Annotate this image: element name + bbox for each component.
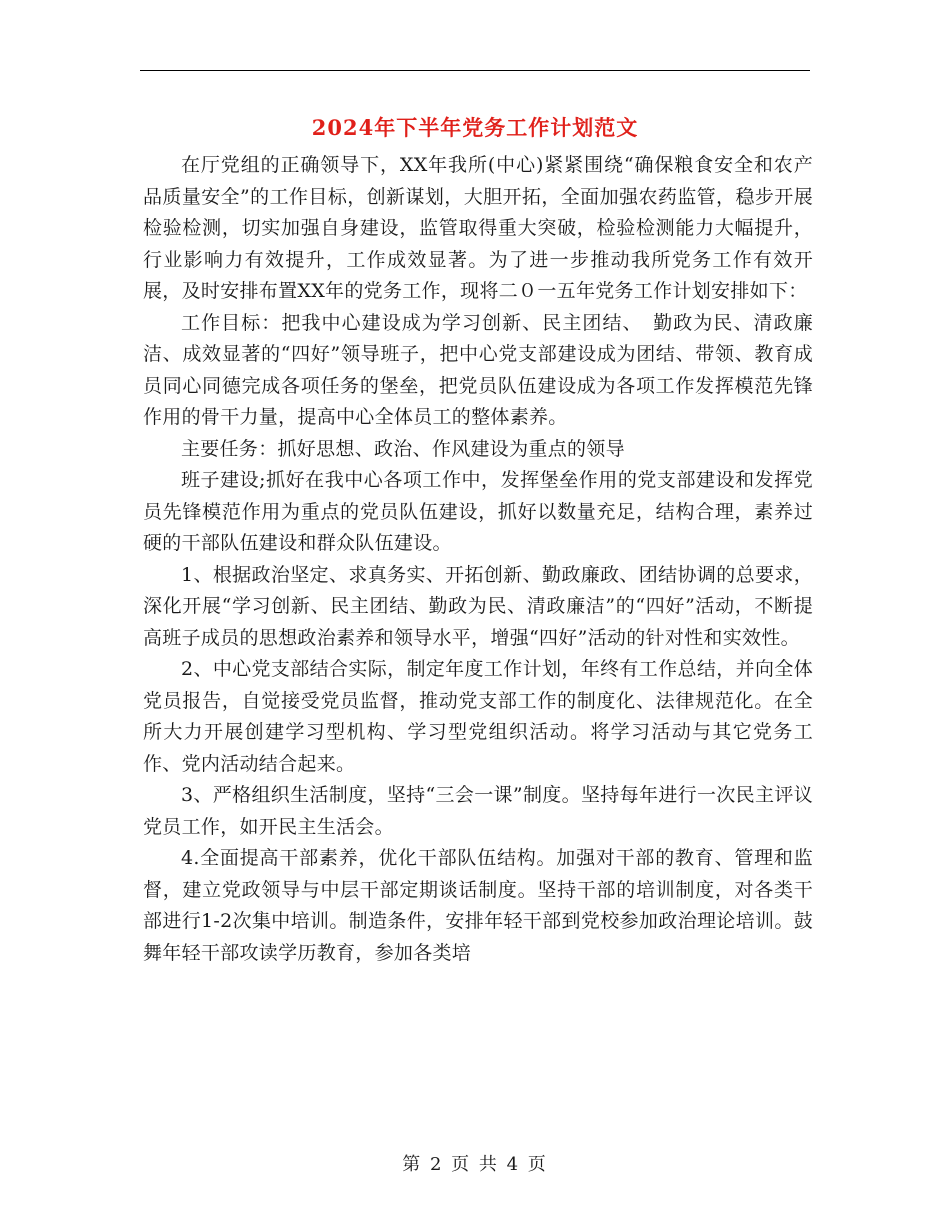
paragraph-item-4: 4.全面提高干部素养，优化干部队伍结构。加强对干部的教育、管理和监督，建立党政领导与中层干部定期谈话制度。坚持干部的培训制度，对各类干部进行1-2次集中培训。制造条件，安排年轻干部到党校参加政治理论培训。鼓舞年轻干部攻读学历教育，参加各类培 — [143, 847, 813, 964]
document-body — [143, 150, 813, 969]
paragraph-item-2: 2、中心党支部结合实际，制定年度工作计划，年终有工作总结，并向全体党员报告，自觉接受党员监督，推动党支部工作的制度化、法律规范化。在全所大力开展创建学习型机构、学习型党组织活动。将学习活动与其它党务工作、党内活动结合起来。 — [143, 658, 813, 775]
paragraph-main-tasks-continued: 班子建设;抓好在我中心各项工作中，发挥堡垒作用的党支部建设和发挥党员先锋模范作用为重点的党员队伍建设，抓好以数量充足，结构合理，素养过硬的干部队伍建设和群众队伍建设。 — [143, 469, 813, 554]
page-number: 第 2 页 共 4 页 — [402, 1154, 548, 1175]
header-rule — [140, 70, 810, 71]
paragraph-goals: 工作目标：把我中心建设成为学习创新、民主团结、 勤政为民、清政廉洁、成效显著的“四好”领导班子，把中心党支部建设成为团结、带领、教育成员同心同德完成各项任务的堡垒，把党员队伍建设成为各项工作发挥模范先锋作用的骨干力量，提高中心全体员工的整体素养。 — [143, 311, 813, 428]
paragraph-main-tasks: 主要任务：抓好思想、政治、作风建设为重点的领导 — [181, 437, 625, 460]
paragraph-item-1: 1、根据政治坚定、求真务实、开拓创新、勤政廉政、团结协调的总要求，深化开展“学习创新、民主团结、勤政为民、清政廉洁”的“四好”活动，不断提高班子成员的思想政治素养和领导水平，增强“四好”活动的针对性和实效性。 — [143, 563, 813, 649]
paragraph-intro: 在厅党组的正确领导下，XX年我所(中心)紧紧围绕“确保粮食安全和农产品质量安全”的工作目标，创新谋划，大胆开拓，全面加强农药监管，稳步开展检验检测，切实加强自身建设，监管取得重大突破，检验检测能力大幅提升，行业影响力有效提升，工作成效显著。为了进一步推动我所党务工作有效开展，及时安排布置XX年的党务工作，现将二０一五年党务工作计划安排如下： — [143, 154, 813, 302]
document-title: 2024年下半年党务工作计划范文 — [311, 115, 639, 140]
paragraph-item-3: 3、严格组织生活制度，坚持“三会一课”制度。坚持每年进行一次民主评议党员工作，如开民主生活会。 — [143, 784, 813, 838]
